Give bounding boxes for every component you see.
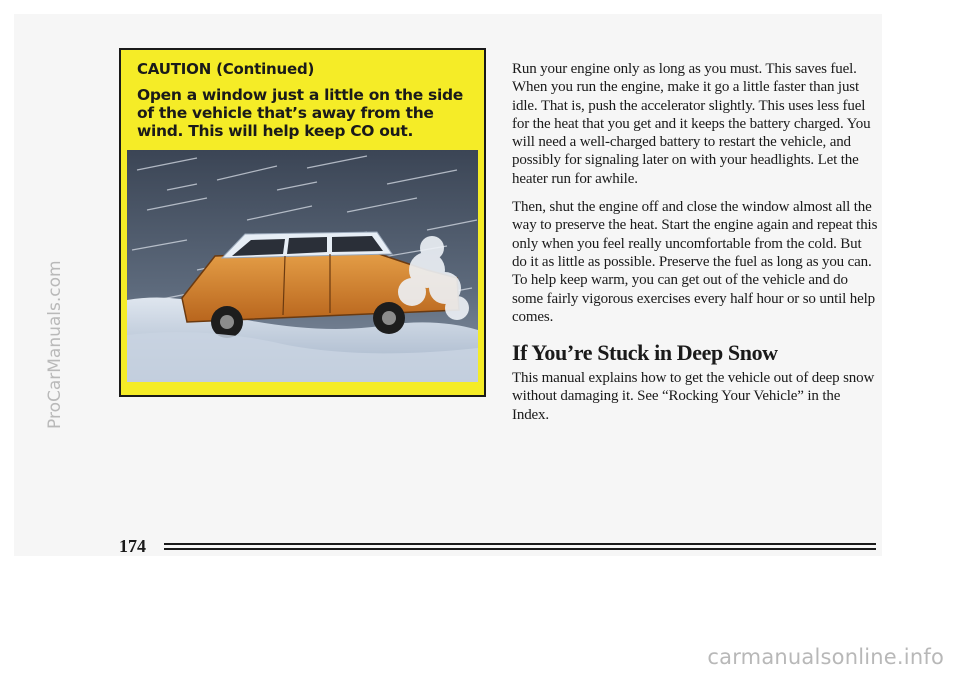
- paragraph-engine-running: Run your engine only as long as you must. This saves fuel. When you run the engine, make it go a little faster than just idle. That is, push the accelerator slightly. This uses less fuel for the heat that you get and it keeps the battery charged. You will need a well-charged battery to restart the vehicle, and possibly for signaling later on with your headlights. Let the heater run for awhile.: [512, 61, 871, 187]
- footer-double-rule: [164, 543, 876, 550]
- page-number: 174: [119, 536, 146, 556]
- caution-box: [119, 48, 486, 397]
- section-heading-deep-snow: If You’re Stuck in Deep Snow: [512, 340, 778, 366]
- car-in-snowstorm-illustration: [127, 150, 478, 382]
- illustration-svg: [127, 150, 478, 382]
- side-watermark-text: ProCarManuals.com: [45, 260, 65, 429]
- paragraph-deep-snow: This manual explains how to get the vehicle out of deep snow without damaging it. See “Rocking Your Vehicle” in the Index.: [512, 370, 875, 423]
- manual-page: [14, 14, 882, 556]
- body-text-column: [512, 60, 878, 434]
- paragraph-shut-engine: Then, shut the engine off and close the window almost all the way to preserve the heat. Start the engine again and repeat this only when you feel really uncomfortable from the cold. But do it as little as possible. Preserve the fuel as long as you can. To help keep warm, you can get out of the vehicle and do some fairly vigorous exercises every half hour or so until help comes.: [512, 199, 878, 325]
- side-watermark: [44, 134, 66, 434]
- caution-text: Open a window just a little on the side of the vehicle that’s away from the wind. This will help keep CO out.: [137, 86, 463, 140]
- bottom-watermark: carmanualsonline.info: [707, 645, 944, 669]
- caution-title: CAUTION (Continued): [137, 60, 315, 78]
